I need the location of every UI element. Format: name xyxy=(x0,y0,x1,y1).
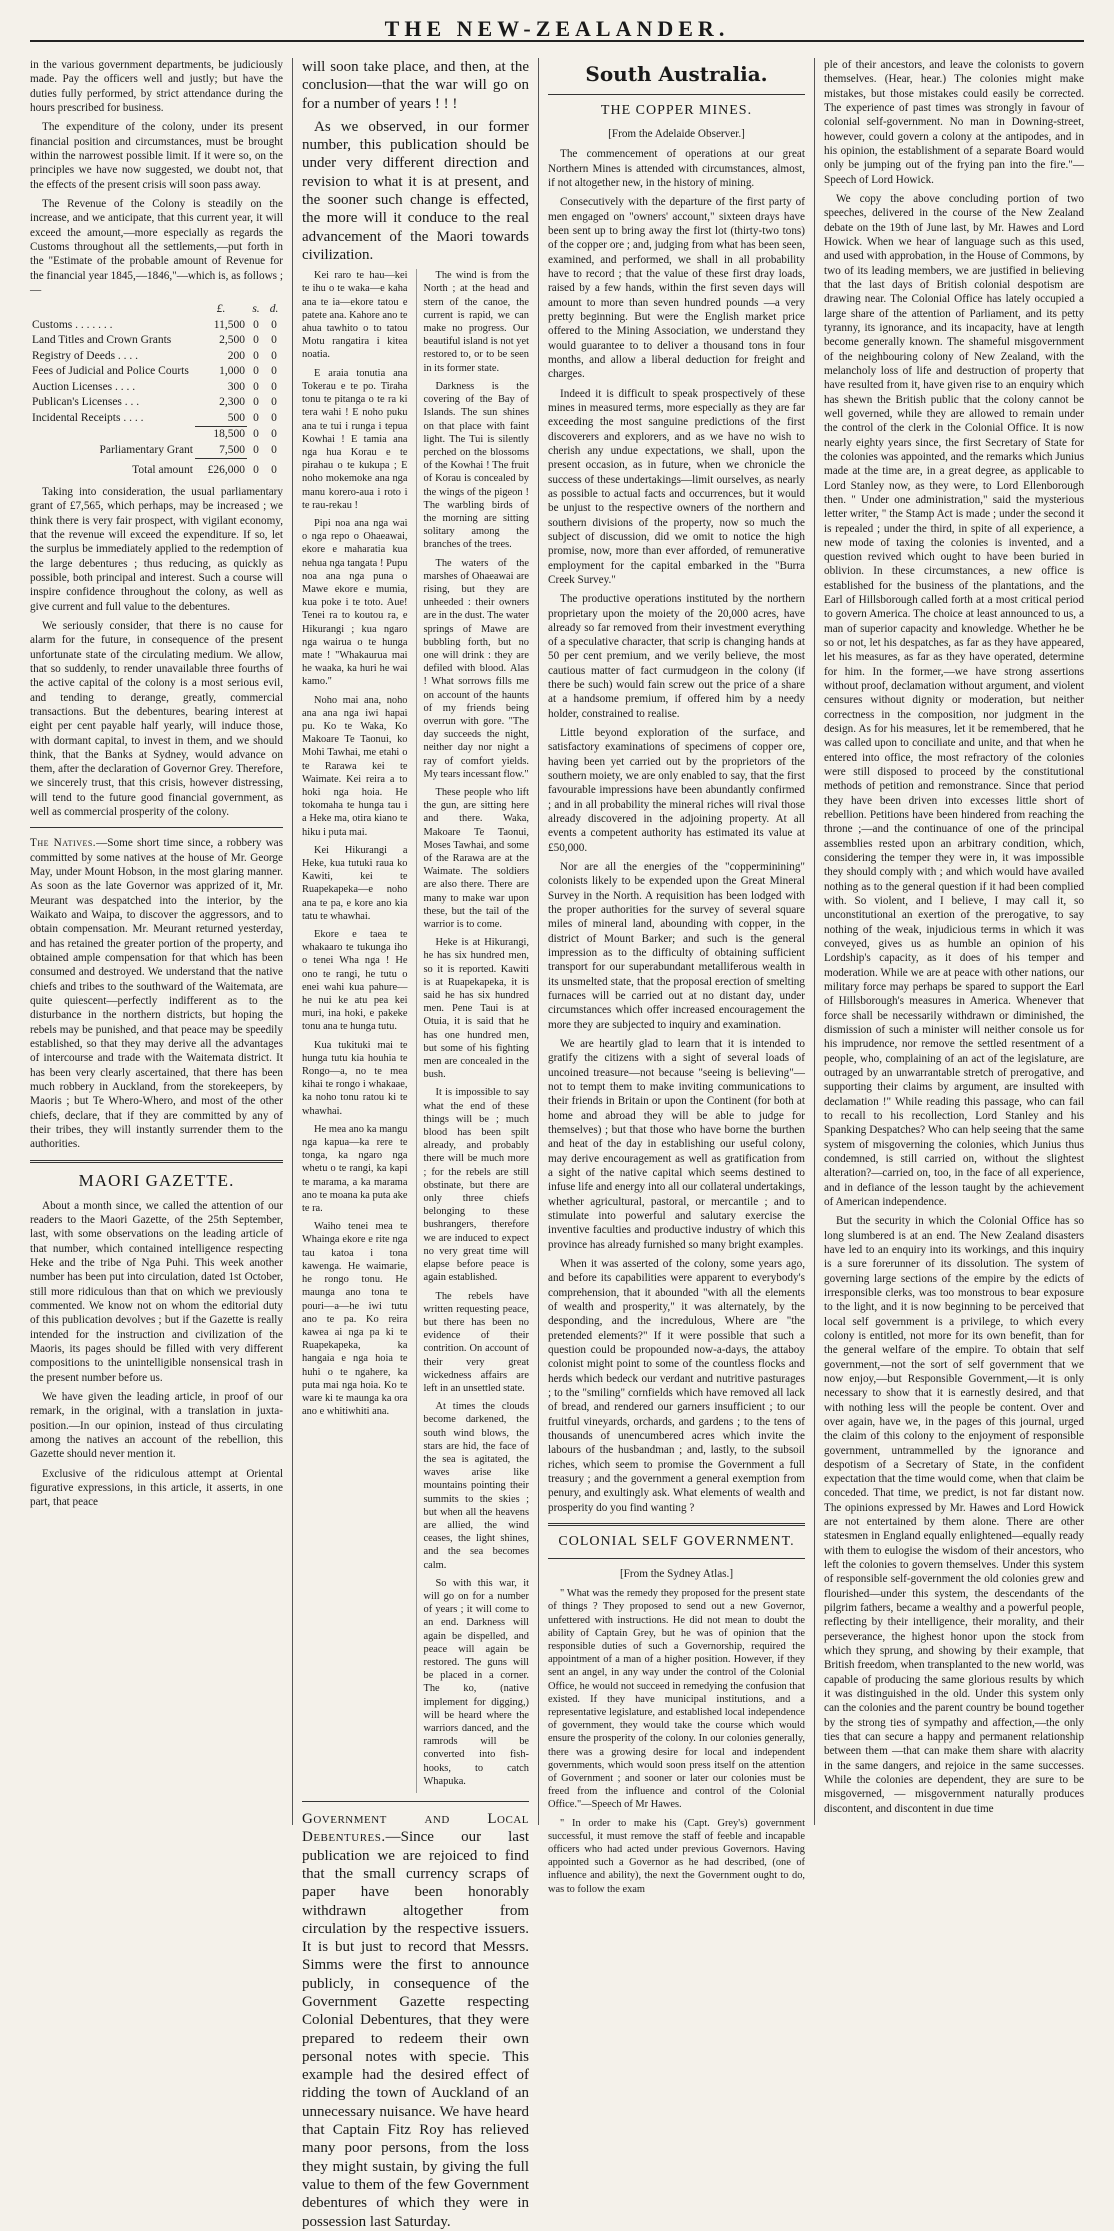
col-header: s. xyxy=(252,303,260,316)
south-australia-heading: South Australia. xyxy=(585,62,768,86)
copper-mines-heading: THE COPPER MINES. xyxy=(600,103,753,118)
article-paragraph: The commencement of operations at our great Northern Mines is attended with circumstances, almost, if not altogether new, in the history of mining. xyxy=(548,148,805,189)
table-row: Publican's Licenses . . . 2,300 0 0 xyxy=(32,396,277,409)
article-source: [From the Sydney Atlas.] xyxy=(619,1567,734,1580)
article-paragraph: About a month since, we called the attention of our readers to the Maori Gazette, of the 25th September, last, with some observations on the leading article of that number, which contained intelligence respecting Heke and the tribe of Nga Puhi. This week another number has been put into circulation, dated 1st October, still more ridiculous than that on which we previously commented. We know not on whom the editorial duty of this publication devolves ; but if the Gazette is really intended for the instruction and civilization of the Maoris, its pages should be filled with very different compositions to the unintelligible nonsensical trash in the present number before us. xyxy=(30,1199,283,1384)
article-paragraph: " In order to make his (Capt. Grey's) government successful, it must remove the staff of feeble and incapable officers who had acted under previous Governors. Having appointed such a Governor as he had described, (one of influence and ability), the next the Government ought to do, was to follow the exam xyxy=(548,1817,805,1895)
debentures-article xyxy=(302,1810,529,2231)
article-paragraph: We have given the leading article, in proof of our remark, in the original, with a translation in juxta-position.—In our opinion, instead of thus circulating among the natives an account of the rebellion, this Gazette should never mention it. xyxy=(30,1390,283,1461)
article-text: —Since our last publication we are rejoiced to find that the small currency scraps of paper have been honorably withdrawn altogether from circulation by the respective issuers. It is but just to record that Messrs. Simms were the first to announce publicly, in consequence of the Government Gazette respecting Colonial Debentures, that they were prepared to redeem their own personal notes with specie. This example had the desired effect of ridding the town of Auckland of an unnecessary nuisance. We have heard that Captain Fitz Roy has relieved many poor persons, from the loss they might sustain, by giving the full value to them of the few Government debentures of which they were in possession last Saturday. xyxy=(302,1829,529,2230)
english-text-column xyxy=(416,269,530,1793)
divider xyxy=(548,94,805,95)
section-heading: Government and Local Debentures. xyxy=(302,1811,529,1846)
table-row: Incidental Receipts . . . . 500 0 0 xyxy=(32,411,277,425)
maori-paragraph: Pipi noa ana nga wai o nga repo o Ohaeawai, ekore e maharatia kua nehua nga tangata ! Pupu noa ana nga puna o Mawe ekore e mumia, kua poke i te toto. Aue! Tenei ra to koutou ra, e Hikurangi ; kua ngaro nga wairua o te hunga mate ! "Whakaurua mai he waaka, ka huri he wai kamo." xyxy=(302,517,408,688)
maori-paragraph: Ekore e taea te whakaaro te tukunga iho o tenei Wha nga ! He ono te rangi, he tutu o enei wahi kua pahure—he nui ke atu pea kei muri, ina hoki, e pakeke tonu ana te hunga tutu. xyxy=(302,929,408,1033)
article-text: —Some short time since, a robbery was committed by some natives at the house of Mr. George May, under Mount Hobson, in the most glaring manner. As soon as the late Governor was apprized of it, Mr. Meurant was despatched into the interior, by the Waikato and Waipa, to discover the aggressors, and to obtain compensation. Mr. Meurant returned yesterday, and has retained the greater portion of the property, and obtained ample compensation for that which has been consumed and destroyed. We understand that the native chiefs and tribes to the southward of the Waitemata, are quite quiescent—perfectly indifferent as to the disturbance in the northern districts, but hoping the rebels may be punished, and that peace may be speedily established, so that they may derive all the advantages of intercourse and trade with the Waitemata district. It has been very clearly ascertained, that there has been much robbery in Auckland, from the storekeepers, by Maoris ; but Te Whero-Whero, and most of the other chiefs, declare, that if they are committed by any of their tribes, they will instantly surrender them to the authorities. xyxy=(30,837,283,1151)
article-paragraph: The expenditure of the colony, under its present financial position and circumstances, must be brought within the narrowest possible limit. If it were so, on the principles we have now suggested, we doubt not, that the effects of the present crisis will soon pass away. xyxy=(30,121,283,191)
article-paragraph: Consecutively with the departure of the first party of men engaged on "owners' account," sixteen drays have been sent up to bring away the first lot (thirty-two tons) of the copper ore ; and, judging from what has been seen, examined, and performed, we shall in all probability have to record ; that the value of these first dray loads, raised by a few hands, within the first seven days will amount to more than seven hundred pounds —a very pretty beginning. But were the English market price offered to the Mining Association, we understand they would guarantee to to deliver a thousand tons in four months, and allow a liberal deduction for freight and charges. xyxy=(548,196,805,381)
columns xyxy=(30,58,1084,2230)
maori-paragraph: He mea ano ka mangu nga kapua—ka rere te tonga, ka ngaro nga whetu o te rangi, ka kapi te marama, a ka marama ano te moana ka puta ake te ra. xyxy=(302,1123,408,1215)
grant-row: Parliamentary Grant 7,500 0 0 xyxy=(99,443,277,457)
english-paragraph: These people who lift the gun, are sitting here and there. Waka, Makoare Te Taonui, Moses Tawhai, and some of the Rarawa are at the Waimate. The soldiers are also there. There are many to make war upon these, but the tail of the warrior is to come. xyxy=(423,786,529,931)
revenue-table xyxy=(30,302,283,479)
section-heading: The Natives. xyxy=(30,837,97,850)
maori-paragraph: Waiho tenei mea te Whainga ekore e rite nga tau katoa i tona kawenga. He waimarie, he rongo tonu. He maunga ano tona te pouri—a—he iwi tutu ano te pa. Ko reira kawea ai nga pa ki te Ruapekapeka, ka hangaia e nga hoia te huhi o te ngahere, ka puta mai nga hoia. Ko te ware ki te maunga ka ora ano e whitiwhiti ana. xyxy=(302,1221,408,1418)
table-row: Auction Licenses . . . . 300 0 0 xyxy=(32,380,277,393)
article-paragraph: Taking into consideration, the usual parliamentary grant of £7,565, which perhaps, may be increased ; we think there is very fair prospect, with vigilant economy, that the revenue will exceed the expenditure. If so, let the surplus be immediately applied to the redemption of the large debentures ; thus reducing, as quickly as possible, both principal and interest. Such a course will inspire confidence throughout the colony, as well as give current and full value to the debentures. xyxy=(30,485,283,613)
english-paragraph: It is impossible to say what the end of these things will be ; much blood has been spilt already, and probably there will be much more ; for the rebels are still obstinate, but there are only three chiefs belonging to these bushrangers, therefore we are induced to expect no very great time will elapse before peace is again established. xyxy=(423,1087,529,1284)
english-paragraph: Darkness is the covering of the Bay of Islands. The sun shines on that place with faint light. The Tui is silently perched on the blossoms of the Kowhai ! The fruit of Korau is concealed by the wings of the pigeon ! The warbling birds of the morning are sitting solitary among the branches of the trees. xyxy=(423,380,529,551)
maori-paragraph: Kei raro te hau—kei te ihu o te waka—e kaha ana te ia—ekore tatou e patete ana. Kahore ano te ahua tawhito o to tatou Motu rangatira i kitea noatia. xyxy=(302,270,408,361)
article-paragraph: As we observed, in our former number, this publication should be under very different direction and revision to what it is at present, and the sooner such change is effected, the more will it conduce to the real advancement of the Maori towards civilization. xyxy=(302,118,529,263)
column-3 xyxy=(538,58,814,1895)
divider xyxy=(548,1523,805,1526)
english-paragraph: The rebels have written requesting peace, but there has been no evidence of their contrition. On account of their very great wickedness affairs are left in an unsettled state. xyxy=(423,1290,529,1394)
bilingual-article xyxy=(302,269,529,1793)
divider xyxy=(548,1558,805,1559)
article-paragraph: We copy the above concluding portion of two speeches, delivered in the course of the New Zealand debate on the 19th of June last, by Mr. Hawes and Lord Howick. When we hear of language such as this used, and used with approbation, in the House of Commons, by two of its leading members, we are justified in believing that the last days of British colonial despotism are drawing near. The Colonial Office has lately occupied a large share of the attention of Parliament, and its petty tyranny, its ignorance, and its incapacity, have at length become generally known. The shameful misgovernment of the neighbouring colony of New Zealand, with the melancholy loss of life and destruction of property that have resulted from it, have given rise to an enquiry which has shewn the British public that the colony cannot be well governed, while they are allowed to remain under the control of the clerk in the Colonial Office. It is now nearly eighty years since, the first Secretary of State for the colonies was appointed, and the remarks which Junius made at the time are, in a great degree, as applicable to Lord Stanley now, as they were, to Lord Ellenborough then. " Under one administration," said the mysterious letter writer, " the Stamp Act is made ; under the second it is repealed ; under the third, in spite of all experience, a new mode of taxing the colonies is invented, and a question revived which ought to have been buried in oblivion. In these circumstances, a new office is established for the business of the plantations, and the Earl of Hillsborough called forth at a most critical period to govern America. The choice at least announced to us, a man of superior capacity and knowledge. Whether he be so or not, let his despatches, as far as they have appeared, let his measures, as far as they have operated, determine for him. In the former,—we have strong assertions without proof, declamation without argument, and violent censures without dignity or moderation, but neither correctness in the composition, nor judgment in the design. As for his measures, let it be remembered, that he was called upon to conciliate and unite, and that when he entered into office, the most refractory of the colonies were still disposed to proceed by the constitutional methods of petition and remonstrance. Since that period they have been driven into excesses little short of rebellion. Petitions have been hindered from reaching the throne ;—and the continuance of one of the principal assemblies rested upon an arbitrary condition, which, considering the temper they were in, it was impossible they should comply with ; and which would have availed nothing as to the general question if it had been complied with. So violent, and I believe, I may call it, so unconstitutional an exertion of the prerogative, to say nothing of the weak, injudicious terms in which it was conveyed, gives us as humble an opinion of his Lordship's capacity, as it does of his temper and moderation. While we are at peace with other nations, our military force may perhaps be spared to support the Earl of Hillsborough's measures in America. Whenever that force shall be necessarily withdrawn or diminished, the dismission of such a minister will neither console us for his imprudence, nor remove the settled resentment of a people, who, complaining of an act of the legislature, are outraged by an unwarrantable stretch of prerogative, and supporting their claims by argument, are insulted with declamation !" While reading this passage, who can fail to recall to his recollection, Lord Stanley and his Spanking Despatches? Who can help seeing that the same system of misgoverning the colonies, which Junius thus condemned, is still carried on, without the slightest alteration?—carried on, too, in the face of all experience, and in defiance of the lesson taught by the achievement of American independence. xyxy=(824,192,1084,1208)
article-paragraph: When it was asserted of the colony, some years ago, and before its capabilities were apparent to everybody's comprehension, that it abounded "with all the elements of wealth and prosperity," it was alternately, by the desponding, and the incredulous, Where are "the pretended elements?" If it were possible that such a question could be propounded now-a-days, the attaboy colonist might point to some of the countless flocks and herds which bedeck our verdant and nutritive pasturages ; to the "smiling" cornfields which have removed all lack of bread, and rendered our garners insufficient ; to our fruitful vineyards, orchards, and gardens ; to the tens of thousands of unencumbered acres which invite the labours of the husbandman ; and, lastly, to the subsoil riches, which seem to promise the Government a full treasury ; and the government a general exemption from penury, and exultingly ask. What elements of wealth and prosperity do you find wanting ? xyxy=(548,1257,805,1514)
maori-gazette-heading: MAORI GAZETTE. xyxy=(78,1170,235,1190)
maori-paragraph: Noho mai ana, noho ana ana nga iwi hapai pu. Ko te Waka, Ko Makoare Te Taonui, ko Mohi Tawhai, me etahi o te Rarawa kei te Waimate. Kei reira a to hoki nga hoia. He tokomaha te hunga tau i a Heke ma, otira kiano te hiku i puta mai. xyxy=(302,694,408,838)
article-paragraph: will soon take place, and then, at the conclusion—that the war will go on for a number of years ! ! ! xyxy=(302,59,529,112)
colonial-self-government-heading: COLONIAL SELF GOVERNMENT. xyxy=(558,1533,795,1549)
english-paragraph: Heke is at Hikurangi, he has six hundred men, so it is reported. Kawiti is at Ruapekapeka, it is said he has six hundred men. Pene Taui is at Otuia, it is said that he has one hundred men, but some of his fighting men are concealed in the bush. xyxy=(423,937,529,1081)
natives-article xyxy=(30,836,283,1151)
table-row: Land Titles and Crown Grants 2,500 0 0 xyxy=(32,334,277,347)
article-paragraph: Indeed it is difficult to speak prospectively of these mines in measured terms, more especially as they are far exceeding the most sanguine predictions of the first discoverers and explorers, and as we have no wish to cherish any undue expectations, we shall, upon the present occasion, as in future, when we chronicle the success of these undertakings—limit ourselves, as nearly as possible to actual facts and occurrences, but it would be unjust to the respective owners of the northern and southern divisions of the property, now so much the subject of discussion, did we omit to notice the high promise, now, more than ever afforded, of remunerative employment for the capital embarked in the "Burra Creek Survey." xyxy=(548,387,805,586)
maori-text-column xyxy=(302,269,408,1793)
article-paragraph: We are heartily glad to learn that it is intended to gratify the citizens with a sight of several loads of uncoined treasure—not because "seeing is believing"—not to tempt them to make inviting communications to their friends in Britain or upon the Continent (for both at home and abroad they will be able to judge for themselves) ; but that those who have borne the burthen and heat of the day in establishing our useful colony, may derive encouragement as well as gratification from a sight of the native capital which seems destined to infuse life and energy into all our collateral undertakings, whether agricultural, pastoral, or mercantile ; and to stimulate into powerful and salutary exercise the inventive faculties and productive industry of which this province has already furnished so many bright examples. xyxy=(548,1038,805,1251)
article-paragraph: " What was the remedy they proposed for the present state of things ? They proposed to send out a new Governor, unfettered with instructions. He did not mean to doubt the ability of Captain Grey, but he was of opinion that the responsible duties of such a Governorship, required the appointment of a man of a higher position. However, if they sent an angel, in any way under the control of the Colonial Office, he would not succeed in remedying the confusion that existed. If they have municipal institutions, and a representative legislature, and established local independence of government, they would take the course which would ensure the prosperity of the colony. In our colonies generally, there was a growing desire for local and independent governments, which would soon press itself on the attention of Government ; and sooner or later our colonies must be freed from the influence and control of the Colonial Office."—Speech of Mr Hawes. xyxy=(548,1588,805,1811)
article-paragraph: ple of their ancestors, and leave the colonists to govern themselves. (Hear, hear.) The colonies might make mistakes, but those mistakes could easily be corrected. The experience of past times was strongly in favour of colonial self-government. No man in Downing-street, however, could govern a colony at the antipodes, and in his opinion, the establishment of a separate Board would only be jumping out of the frying pan into the fire."—Speech of Lord Howick. xyxy=(824,59,1084,186)
article-source: [From the Adelaide Observer.] xyxy=(608,128,745,140)
article-paragraph: The Revenue of the Colony is steadily on the increase, and we anticipate, that this current year, it will exceed the amount,—more especially as regards the Customs throughout all the settlements,—put forth in the "Estimate of the probable amount of Revenue for the financial year 1845,—1846,"—which is, as follows ;— xyxy=(30,197,283,296)
col-header: d. xyxy=(269,303,279,316)
masthead: THE NEW-ZEALANDER. xyxy=(30,0,1084,42)
column-4 xyxy=(814,58,1084,1825)
col-header: £. xyxy=(216,303,226,316)
maori-paragraph: Kua tukituki mai te hunga tutu kia houhia te Rongo—a, no te mea kihai te rongo i whakaae, ka noho tonu ratou ki te whawhai. xyxy=(302,1039,408,1117)
column-2 xyxy=(292,58,538,2230)
english-paragraph: The waters of the marshes of Ohaeawai are rising, but they are unheeded : their owners are in the dust. The water springs of Mawe are bubbling forth, but no one will drink : they are defiled with blood. Alas ! What sorrows fills me on account of the haunts of my friends being overrun with gore. "The day succeeds the night, neither day nor night a ray of comfort yields. My tears incessant flow." xyxy=(423,557,529,780)
table-row: Customs . . . . . . . 11,500 0 0 xyxy=(32,318,277,331)
divider xyxy=(30,1160,283,1163)
english-paragraph: At times the clouds become darkened, the south wind blows, the stars are hid, the face of the sea is agitated, the waves arise like mountains pointing their summits to the skies ; but when all the heavens are allied, the wind ceases, the light shines, and the sea becomes calm. xyxy=(423,1401,529,1571)
total-row: Total amount £26,000 0 0 xyxy=(30,459,283,479)
english-paragraph: So with this war, it will go on for a number of years ; it will come to an end. Darkness will again be dispelled, and peace will again be restored. The guns will be placed in a corner. The ko, (native implement for digging,) will be heard where the warriors danced, and the ramrods will be converted into fish-hooks, to catch Whapuka. xyxy=(423,1577,529,1787)
maori-paragraph: Kei Hikurangi a Heke, kua tutuki raua ko Kawiti, kei te Ruapekapeka—e noho ana te pa, e kore ano kia tatu te whawhai. xyxy=(302,844,408,922)
article-paragraph: Little beyond exploration of the surface, and satisfactory examinations of specimens of copper ore, having been yet carried out by the proprietors of the southern moiety, we are only enabled to say, that the first favourable impressions have been abundantly confirmed ; and in all probability the mineral riches will rival those already discovered in the adjoining property. At all events a competent authority has estimated its value at £50,000. xyxy=(548,727,805,854)
table-row: Fees of Judicial and Police Courts 1,000 0 0 xyxy=(32,365,277,378)
article-paragraph: The productive operations instituted by the northern proprietary upon the moiety of the 20,000 acres, have already so far removed from their investment everything of a speculative character, that scrip is changing hands at 50 per cent premium, and we verily believe, the most cautious matter of fact curmudgeon in the colony (if there be such) would fain screw out the price of a share at a handsome premium, if offered him by a needy holder, constrained to realise. xyxy=(548,593,805,720)
subtotal-row: 18,500 0 0 xyxy=(30,427,283,443)
column-1 xyxy=(30,58,292,1825)
article-paragraph: But the security in which the Colonial Office has so long slumbered is at an end. The New Zealand disasters have led to an enquiry into its workings, and this inquiry is a sure forerunner of its dissolution. The system of governing large sections of the empire by the edicts of irresponsible clerks, was too monstrous to bear exposure to the light, and it is now beginning to be perceived that local self government is a privilege, to which every colony is entitled, not more for its own benefit, than for the general welfare of the empire. To obtain that self government,—not the sort of self government that we now enjoy,—but Responsible Government,—it is only necessary to show that it is earnestly desired, and that with nothing less will the people be content. Over and over again, have we, in the pages of this journal, urged the claim of this colony to the enjoyment of responsible government, untrammelled by the ignorance and despotism of a Secretary of State, in the confident expectation that the time would come, when that claim be conceded. That time, we predict, is not far distant now. The opinions expressed by Mr. Hawes and Lord Howick are not entertained by them alone. There are other statesmen in England equally enlightened—equally ready with them to eulogise the wisdom of their ancestors, who left the colonies to govern themselves. Under this system of responsible self-government the old colonies grew and flourished—under this system, the descendants of the pilgrim fathers, became a wealthy and a powerful people, reflecting by their intelligence, their morality, and their perseverance, the highest honor upon the stock from which they sprung, and showing by their example, that British freedom, when transplanted to the new world, was capable of producing the same glorious results by which it was distinguished in the old. Under this system only can the colonies and the parent country be bound together by the strong ties of sympathy and affection,—the only ties that can secure a happy and permanent relationship between them —that can make them share with alacrity in the same dangers, and rejoice in the same successes. While the colonies are dependent, they are sure to be misgoverned, — misgovernment naturally produces discontent, and discontent in due time xyxy=(824,1215,1084,1815)
table-row: Registry of Deeds . . . . 200 0 0 xyxy=(32,349,277,362)
article-paragraph: Exclusive of the ridiculous attempt at Oriental figurative expressions, in this article, it asserts, in one part, that peace xyxy=(30,1467,283,1509)
english-paragraph: The wind is from the North ; at the head and stern of the canoe, the current is rapid, we can make no progress. Our beautiful island is not yet restored to, or to be seen in its former state. xyxy=(423,270,529,374)
divider xyxy=(30,827,283,828)
maori-paragraph: E araia tonutia ana Tokerau e te po. Tiraha tonu te pitanga o te ra ki tera wahi ! E noho puku ana te tui i runga i tepua Kowhai ! E tamia ana nga hua Korau e te pirahau o te kukupa ; E noho mokemoke ana nga manu korero-aua i roto i te rau-rekau ! xyxy=(302,367,408,511)
divider xyxy=(302,1801,529,1802)
article-paragraph: Nor are all the energies of the "copperminining" colonists likely to be expended upon the Great Mineral Survey in the North. A requisition has been lodged with the proper authorities for the survey of several square miles of mineral land, abounding with copper, in the district of Mount Barker; and such is the general impression as to the difficulty of obtaining sufficient transport for our superabundant metalliferous wealth in its unsmelted state, that the proposal erection of smelting furnaces will be carried out at no distant day, under circumstances which offer increased encouragement the more they are subjected to inquiry and examination. xyxy=(548,861,805,1031)
article-paragraph: We seriously consider, that there is no cause for alarm for the future, in consequence of the present unfortunate state of the circulating medium. We allow, that so suddenly, to render unavailable three fourths of the active capital of the colony is a most serious evil, and tending to derange, greatly, commercial transactions. But the debentures, bearing interest at eight per cent payable half yearly, will induce those, with dormant capital, to invest in them, and we should think, that the Banks at Sydney, would advance on them, after the declaration of Governor Grey. Therefore, we sincerely trust, that this crisis, however distressing, will tend to the future good financial government, as well as commercial prosperity of the colony. xyxy=(30,619,283,819)
article-paragraph: in the various government departments, be judiciously made. Pay the officers well and justly; but have the duties fully performed, by strict attendance during the hours prescribed for business. xyxy=(30,59,283,114)
